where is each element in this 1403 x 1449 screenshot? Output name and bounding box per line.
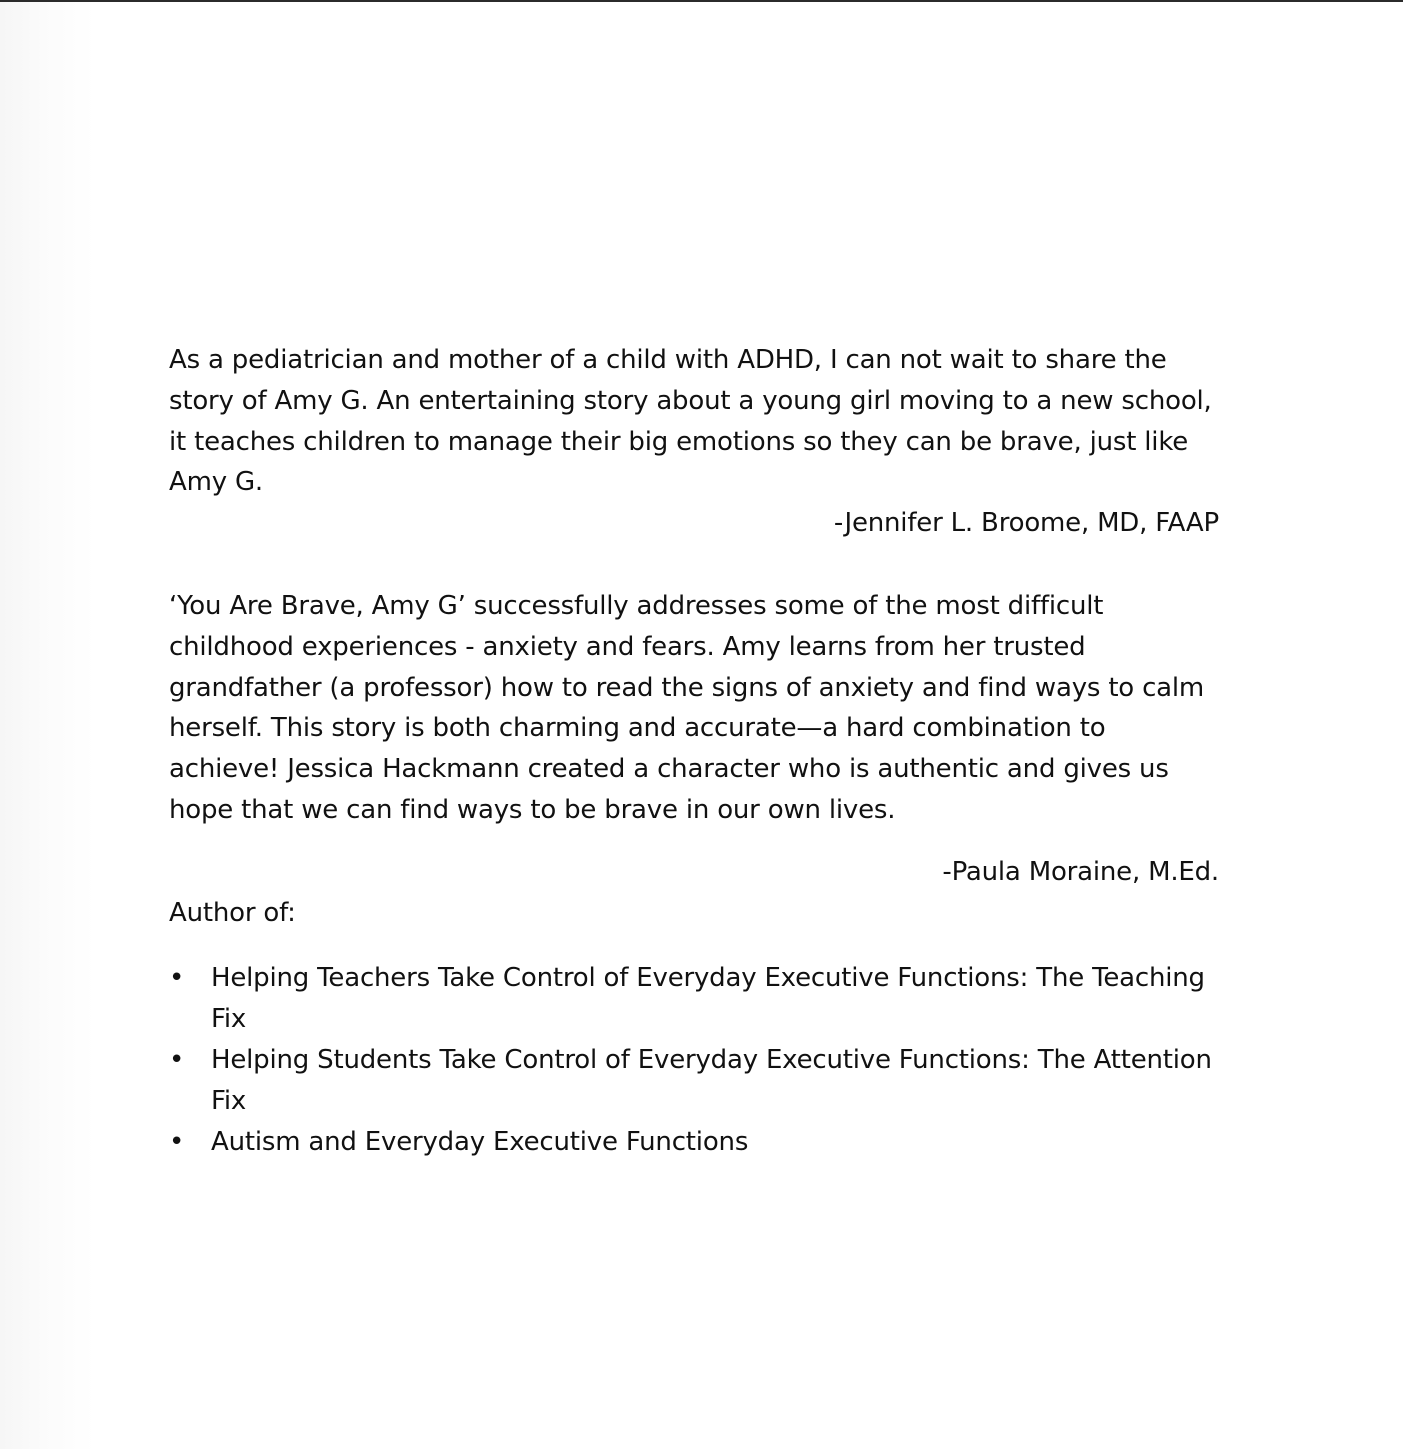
- bullet-icon: •: [169, 1044, 185, 1075]
- book-title: Autism and Everyday Executive Functions: [211, 1126, 749, 1157]
- bullet-icon: •: [169, 1126, 185, 1157]
- testimonial-attribution: -Jennifer L. Broome, MD, FAAP: [833, 508, 1219, 539]
- testimonial-quote: As a pediatrician and mother of a child with ADHD, I can not wait to share the story of Amy G. An entertaining story about a young girl moving to a new school, it teaches children to manage their big emotions so they can be brave, just like Amy G.: [169, 345, 1212, 498]
- testimonial-attribution: -Paula Moraine, M.Ed.: [942, 856, 1219, 887]
- list-item: [169, 1122, 1219, 1163]
- list-spacer: [169, 933, 1219, 958]
- testimonial-1: [169, 340, 1219, 544]
- section-spacer: [169, 544, 1219, 586]
- list-item: [169, 1040, 1219, 1122]
- testimonial-quote: ‘You Are Brave, Amy G’ successfully addresses some of the most difficult childhood experiences - anxiety and fears. Amy learns from her trusted grandfather (a professor) how to read the signs of anxiety and find ways to calm herself. This story is both charming and accurate—a hard combination to achieve! Jessica Hackmann created a character who is authentic and gives us hope that we can find ways to be brave in our own lives.: [169, 590, 1205, 825]
- testimonial-page: [169, 340, 1219, 1162]
- page-gutter-shadow: [0, 2, 95, 1449]
- book-title: Helping Teachers Take Control of Everyday Executive Functions: The Teaching Fix: [211, 963, 1205, 1035]
- top-border-line: [0, 0, 1403, 2]
- author-of-label: Author of:: [169, 897, 296, 928]
- book-title: Helping Students Take Control of Everyday Executive Functions: The Attention Fix: [211, 1044, 1212, 1116]
- attribution-spacer: [169, 831, 1219, 852]
- book-list: [169, 958, 1219, 1162]
- list-item: [169, 958, 1219, 1040]
- testimonial-2: [169, 586, 1219, 1162]
- bullet-icon: •: [169, 963, 185, 994]
